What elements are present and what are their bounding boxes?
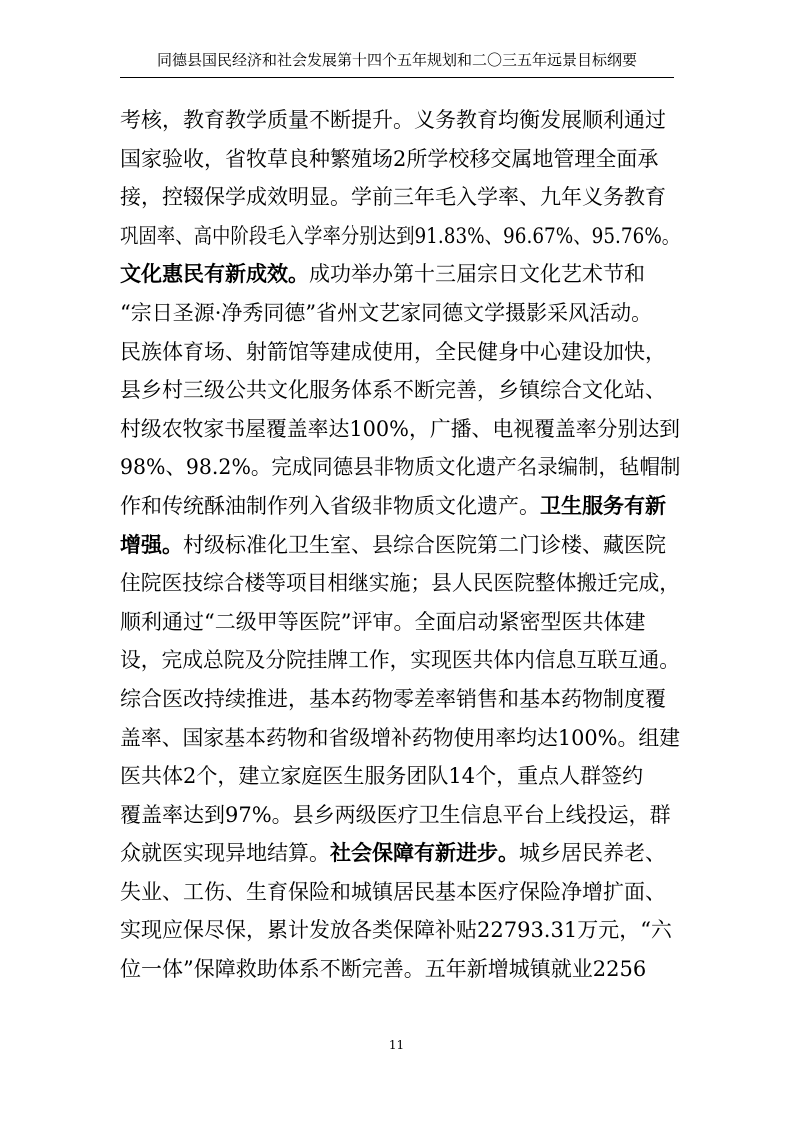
text-run: 设，完成总院及分院挂牌工作，实现医共体内信息互联互通。 [120, 648, 681, 673]
text-run: 众就医实现异地结算。 [120, 841, 330, 866]
text-run: 县乡村三级公共文化服务体系不断完善，乡镇综合文化站、 [120, 378, 666, 403]
running-header: 同德县国民经济和社会发展第十四个五年规划和二〇三五年远景目标纲要 [156, 51, 637, 69]
text-line [120, 603, 680, 642]
bold-heading-run: 卫生服务有新 [540, 492, 666, 518]
text-line [120, 950, 680, 989]
bold-heading-run: 社会保障有新进步。 [330, 840, 519, 866]
text-run: 住院医技综合楼等项目相继实施；县人民医院整体搬迁完成， [120, 571, 681, 596]
text-line [120, 333, 680, 372]
text-run: 村级农牧家书屋覆盖率达100%，广播、电视覆盖率分别达到 [120, 416, 681, 441]
text-run: 实现应保尽保，累计发放各类保障补贴22793.31万元，“六 [120, 918, 672, 943]
text-run: 作和传统酥油制作列入省级非物质文化遗产。 [120, 493, 540, 518]
text-run: 民族体育场、射箭馆等建成使用，全民健身中心建设加快， [120, 339, 666, 364]
text-run: 村级标准化卫生室、县综合医院第二门诊楼、藏医院 [183, 532, 666, 557]
bold-heading-run: 文化惠民有新成效。 [120, 261, 309, 287]
text-run: 巩固率、高中阶段毛入学率分别达到91.83%、96.67%、95.76%。 [120, 223, 681, 248]
text-line [120, 757, 680, 796]
text-line [120, 796, 680, 835]
text-line [120, 140, 680, 179]
text-line [120, 719, 681, 758]
text-run: 考核，教育教学质量不断提升。义务教育均衡发展顺利通过 [120, 108, 666, 132]
text-run: 顺利通过“二级甲等医院”评审。全面启动紧密型医共体建 [120, 609, 646, 634]
text-line [120, 410, 681, 449]
header-divider [120, 77, 674, 78]
text-run: 国家验收，省牧草良种繁殖场2所学校移交属地管理全面承 [120, 146, 659, 171]
text-run: 综合医改持续推进，基本药物零差率销售和基本药物制度覆 [120, 686, 666, 711]
text-line [120, 911, 680, 950]
bold-heading-run: 增强。 [120, 531, 183, 557]
text-line [120, 564, 681, 603]
text-line [120, 178, 680, 217]
text-run: 覆盖率达到97%。县乡两级医疗卫生信息平台上线投运，群 [120, 802, 671, 827]
text-line [120, 371, 680, 410]
text-line [120, 873, 680, 912]
page-number: 11 [388, 1038, 405, 1052]
text-line [120, 294, 680, 333]
text-run: 接，控辍保学成效明显。学前三年毛入学率、九年义务教育 [120, 185, 666, 210]
text-run: 成功举办第十三届宗日文化艺术节和 [309, 262, 645, 287]
text-line [120, 526, 680, 565]
body-paragraph [120, 101, 680, 989]
text-line [120, 641, 681, 680]
text-line [120, 834, 680, 873]
text-line [120, 101, 680, 140]
text-run: “宗日圣源·净秀同德”省州文艺家同德文学摄影采风活动。 [120, 300, 653, 325]
text-run: 98%、98.2%。完成同德县非物质文化遗产名录编制，毡帽制 [120, 455, 681, 480]
text-run: 位一体”保障救助体系不断完善。五年新增城镇就业2256 [120, 957, 647, 982]
text-line [120, 487, 680, 526]
text-line [120, 448, 681, 487]
text-line [120, 255, 680, 294]
text-run: 城乡居民养老、 [519, 841, 666, 866]
text-line [120, 680, 680, 719]
text-run: 医共体2个，建立家庭医生服务团队14个，重点人群签约 [120, 764, 644, 789]
text-run: 失业、工伤、生育保险和城镇居民基本医疗保险净增扩面、 [120, 879, 666, 904]
text-run: 盖率、国家基本药物和省级增补药物使用率均达100%。组建 [120, 725, 681, 750]
text-line [120, 217, 681, 256]
